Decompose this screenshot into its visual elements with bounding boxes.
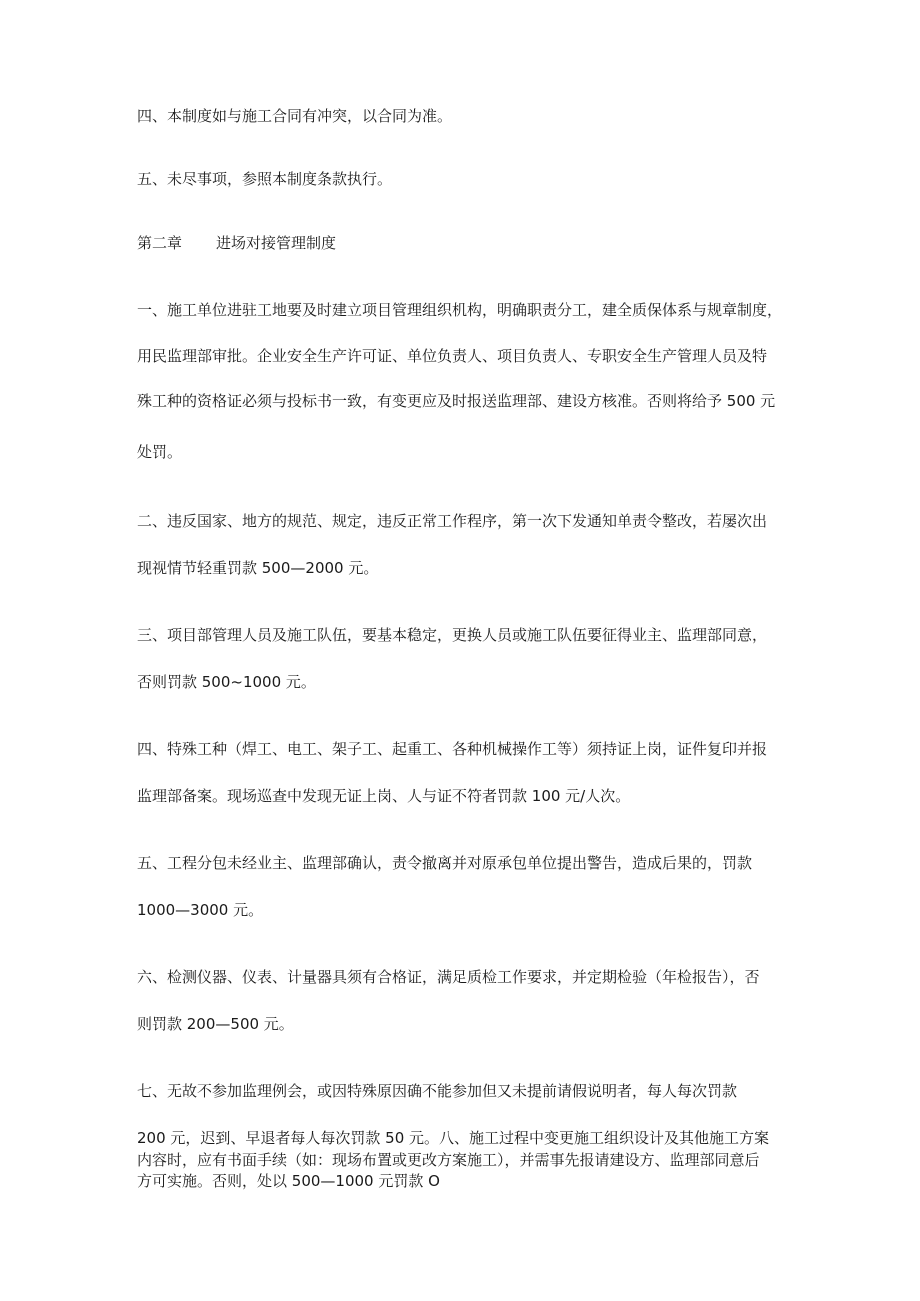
item3-line: 三、项目部管理人员及施工队伍，要基本稳定，更换人员或施工队伍要征得业主、监理部同意， [137,626,768,644]
chapter-heading [137,233,337,253]
clause-five: 五、未尽事项，参照本制度条款执行。 [137,170,393,188]
item6-line: 则罚款 200—500 元。 [137,1015,294,1033]
item5-line: 五、工程分包未经业主、监理部确认，责令撤离并对原承包单位提出警告，造成后果的，罚款 [137,854,753,872]
item4-line: 监理部备案。现场巡查中发现无证上岗、人与证不符者罚款 100 元/人次。 [137,787,631,805]
chapter-title: 进场对接管理制度 [216,234,337,252]
item6-line: 六、检测仪器、仪表、计量器具须有合格证，满足质检工作要求，并定期检验（年检报告），否 [137,968,760,986]
item1-line: 一、施工单位进驻工地要及时建立项目管理组织机构，明确职责分工，建全质保体系与规章制度， [137,301,783,319]
item7-line: 200 元，迟到、早退者每人每次罚款 50 元。八、施工过程中变更施工组织设计及其他施工方案 [137,1129,770,1147]
chapter-number: 第二章 [137,234,183,252]
item7-line: 方可实施。否则，处以 500—1000 元罚款 O [137,1172,440,1190]
item1-line: 用民监理部审批。企业安全生产许可证、单位负责人、项目负责人、专职安全生产管理人员及特 [137,347,768,365]
item2-line: 现视情节轻重罚款 500—2000 元。 [137,559,379,577]
item1-line: 处罚。 [137,443,183,461]
item5-line: 1000—3000 元。 [137,901,264,919]
item7-line: 内容时，应有书面手续（如：现场布置或更改方案施工），并需事先报请建设方、监理部同意后 [137,1151,760,1169]
item2-line: 二、违反国家、地方的规范、规定，违反正常工作程序，第一次下发通知单责令整改，若屡次出 [137,512,768,530]
clause-four: 四、本制度如与施工合同有冲突，以合同为准。 [137,107,453,125]
item3-line: 否则罚款 500~1000 元。 [137,673,316,691]
item7-line: 七、无故不参加监理例会，或因特殊原因确不能参加但又未提前请假说明者，每人每次罚款 [137,1082,738,1100]
item1-line: 殊工种的资格证必须与投标书一致，有变更应及时报送监理部、建设方核准。否则将给予 500 元 [137,392,776,410]
item4-line: 四、特殊工种（焊工、电工、架子工、起重工、各种机械操作工等）须持证上岗，证件复印并报 [137,740,768,758]
